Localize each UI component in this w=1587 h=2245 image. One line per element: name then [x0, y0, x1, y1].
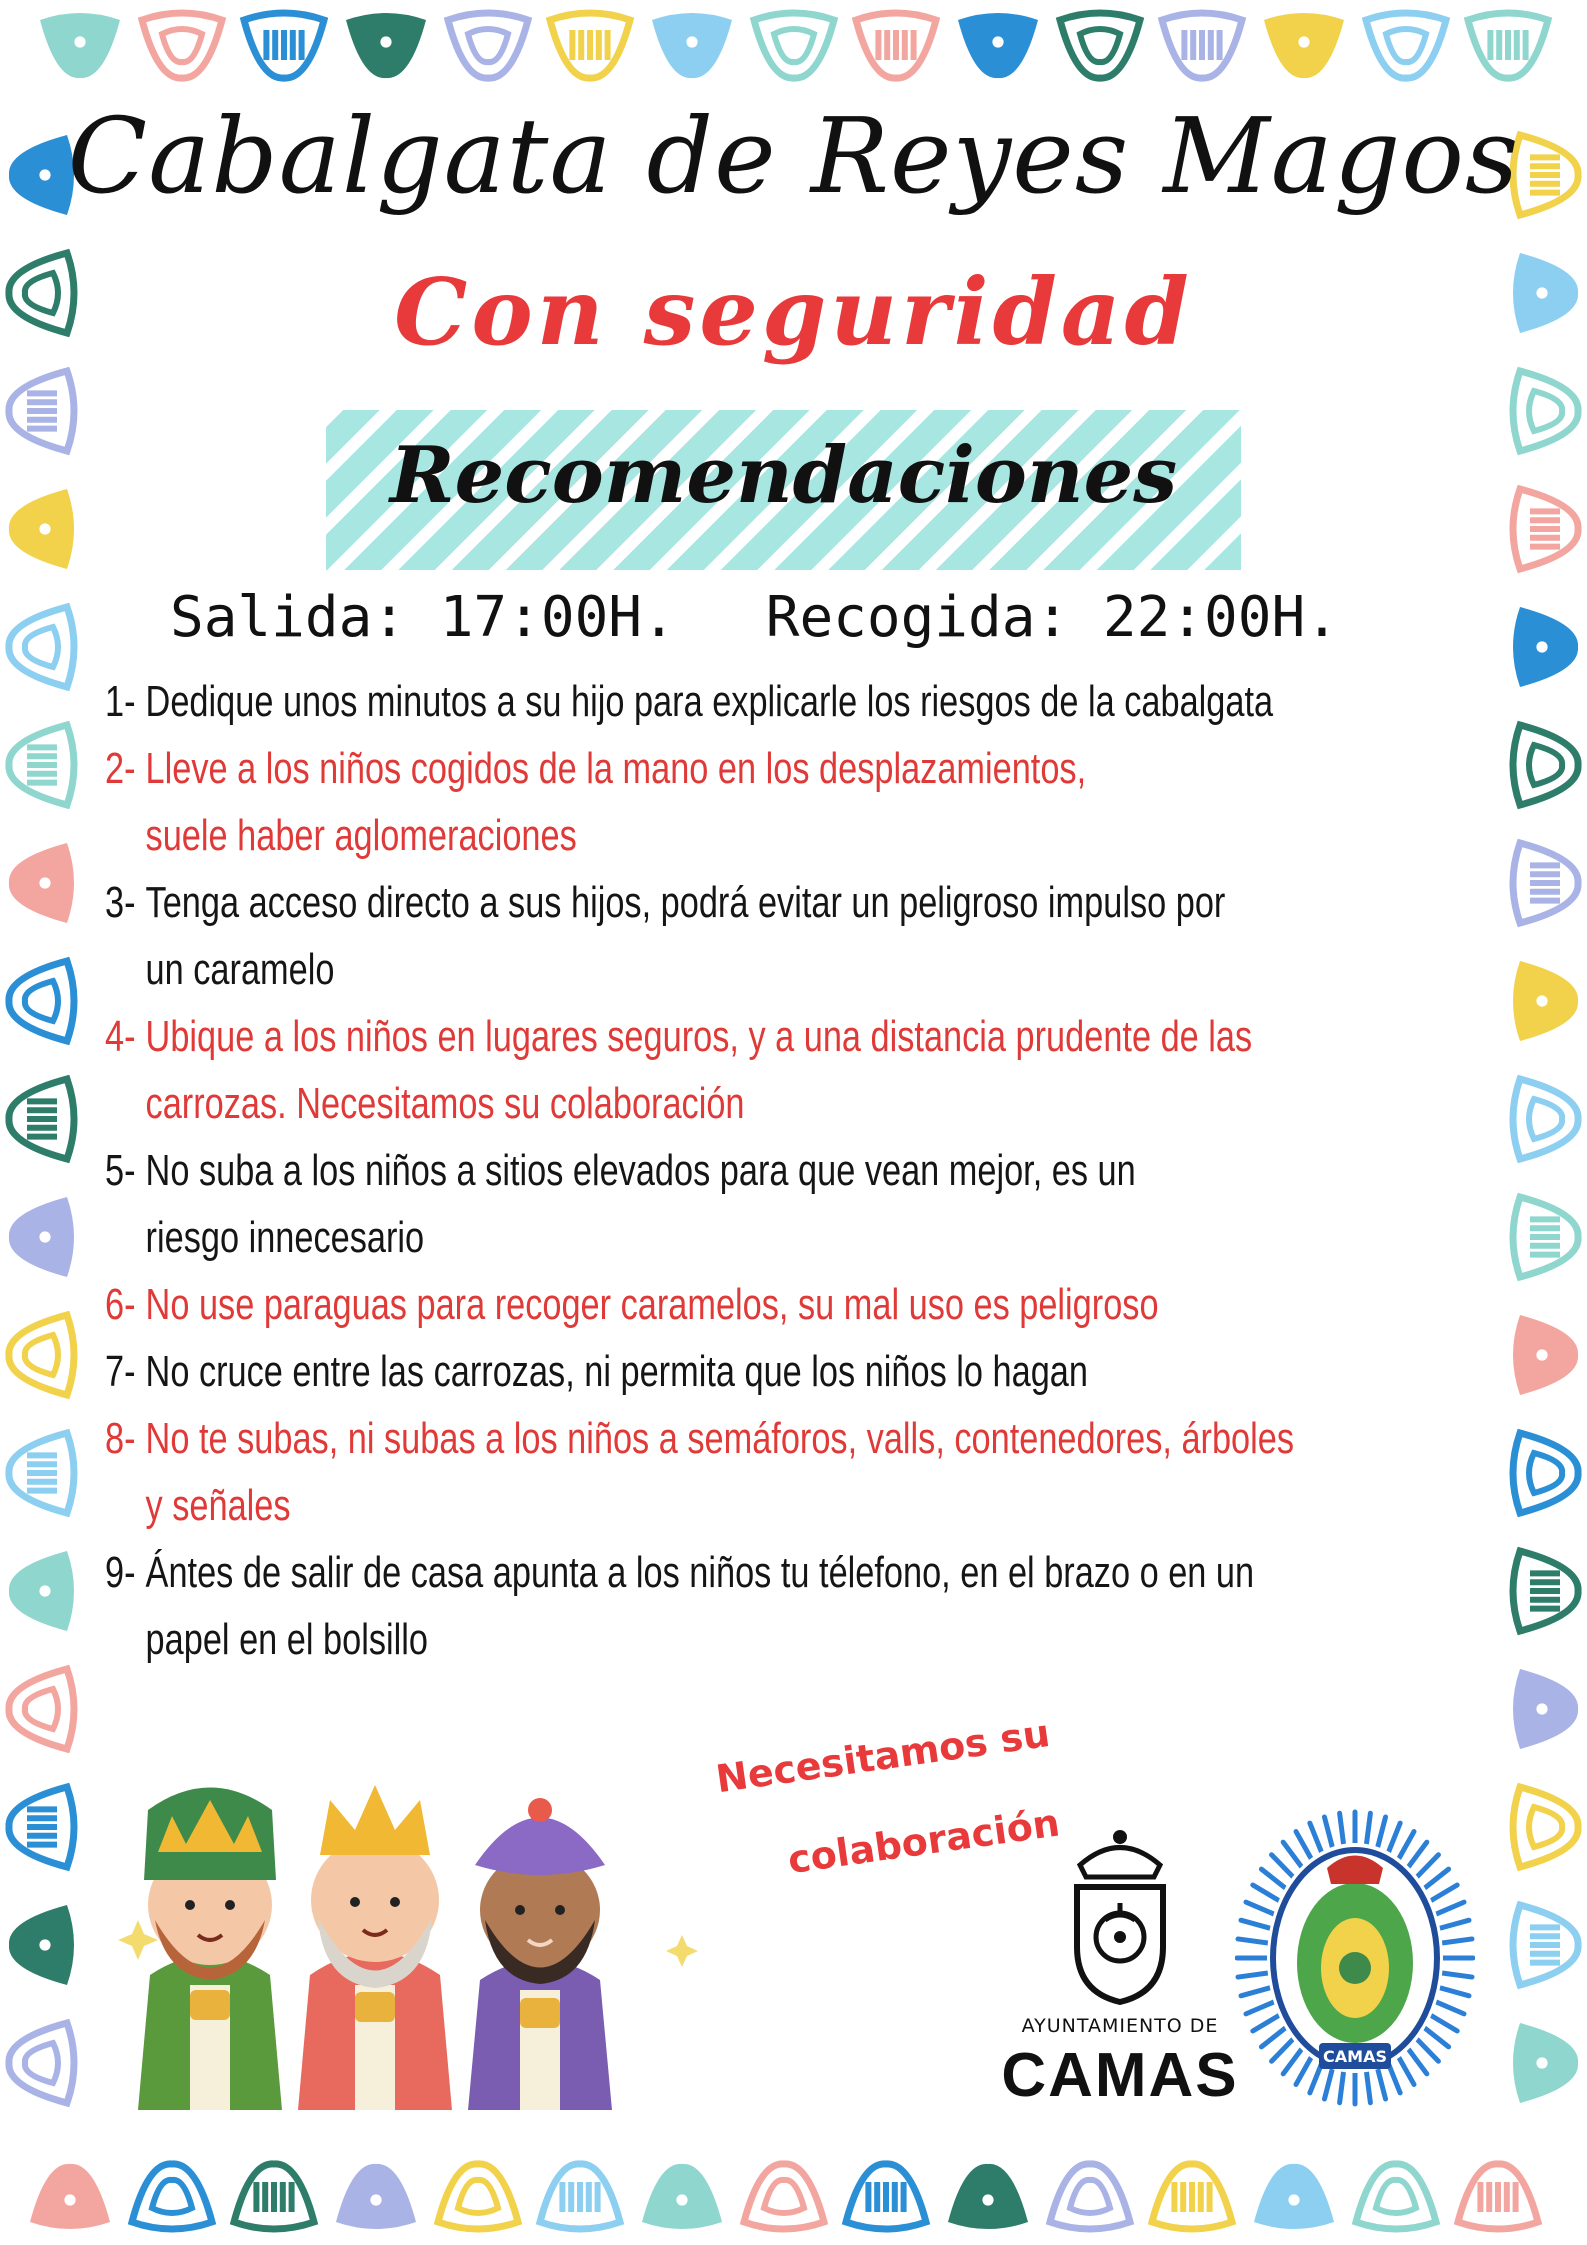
badge-ray: [1437, 1920, 1469, 1929]
schedule-times: [170, 585, 1339, 650]
recommendation-item: [105, 1003, 1504, 1137]
decorative-shape-icon: [1356, 2164, 1436, 2229]
decorative-shape-icon: [1513, 1079, 1578, 1159]
badge-ray: [1238, 1939, 1271, 1943]
collaboration-note-line2: colaboración: [785, 1800, 1063, 1883]
decorative-shape-icon: [9, 843, 74, 923]
decorative-shape-icon: [9, 1197, 74, 1277]
decorative-shape-icon: [9, 1669, 74, 1749]
badge-ray: [1241, 1920, 1273, 1929]
decorative-shape-icon: [550, 13, 630, 78]
badge-ray: [1261, 1869, 1287, 1890]
decorative-shape-icon: [1513, 961, 1578, 1041]
decorative-shape-icon: [1513, 1905, 1578, 1985]
decorative-shape-icon: [234, 2164, 314, 2229]
recommendation-text: No use paraguas para recoger caramelos, su mal uso es peligroso: [145, 1280, 1159, 1329]
decorative-shape-icon: [1060, 13, 1140, 78]
recommendation-item: [105, 1338, 1504, 1405]
decorative-shape-icon: [754, 13, 834, 78]
recommendation-number: 1-: [105, 677, 136, 726]
decorative-shape-icon: [30, 2164, 110, 2229]
decorative-shape-icon: [1513, 725, 1578, 805]
badge-ray: [1272, 2037, 1295, 2061]
collaboration-note-line1: Necesitamos su: [713, 1710, 1053, 1802]
decorative-shape-icon: [142, 13, 222, 78]
recommendation-number: 4-: [105, 1012, 136, 1061]
decorative-shape-icon: [336, 2164, 416, 2229]
recommendation-number: 5-: [105, 1146, 136, 1195]
recommendation-text-continued: un caramelo: [145, 945, 335, 994]
badge-ray: [1253, 1885, 1282, 1902]
badge-ray: [1324, 1817, 1333, 1850]
decorative-shape-icon: [9, 1079, 74, 1159]
decorative-shape-icon: [948, 2164, 1028, 2229]
badge-ray: [1241, 1987, 1273, 1996]
decorative-shape-icon: [1468, 13, 1548, 78]
badge-ray: [1296, 1832, 1313, 1861]
decorative-shape-icon: [1513, 489, 1578, 569]
badge-ray: [1407, 2047, 1427, 2074]
decorative-shape-icon: [1513, 2023, 1578, 2103]
badge-ray: [1377, 2066, 1386, 2099]
decorative-shape-icon: [1050, 2164, 1130, 2229]
badge-ray: [1437, 1987, 1469, 1996]
decorative-shape-icon: [1513, 1197, 1578, 1277]
badge-ray: [1415, 1855, 1438, 1879]
decorative-shape-icon: [1152, 2164, 1232, 2229]
decorative-shape-icon: [9, 1433, 74, 1513]
decorative-shape-icon: [9, 2023, 74, 2103]
decorative-shape-icon: [346, 13, 426, 78]
badge-ray: [1388, 1823, 1401, 1854]
decorative-shape-icon: [1513, 1787, 1578, 1867]
badge-ray: [1283, 2047, 1303, 2074]
decorative-shape-icon: [9, 607, 74, 687]
badge-ray: [1238, 1973, 1271, 1977]
recommendation-text: Tenga acceso directo a sus hijos, podrá evitar un peligroso impulso por: [145, 878, 1226, 927]
decorative-shape-icon: [9, 961, 74, 1041]
decorative-shape-icon: [9, 1905, 74, 1985]
decorative-shape-icon: [448, 13, 528, 78]
poster-title: Cabalgata de Reyes Magos: [67, 95, 1520, 217]
badge-ray: [1434, 1902, 1464, 1915]
recommendation-item: [105, 1539, 1504, 1673]
decorative-shape-icon: [9, 1315, 74, 1395]
recommendation-item: [105, 1405, 1504, 1539]
badge-ray: [1407, 1842, 1427, 1869]
badge-ray: [1439, 1973, 1472, 1977]
badge-ray: [1246, 1902, 1276, 1915]
badge-ray: [1253, 2014, 1282, 2031]
badge-ray: [1283, 1842, 1303, 1869]
recommendation-item: [105, 735, 1504, 869]
decorative-shape-icon: [1366, 13, 1446, 78]
decorative-shape-icon: [744, 2164, 824, 2229]
recommendation-item: [105, 668, 1504, 735]
decorative-shape-icon: [132, 2164, 212, 2229]
decorative-shape-icon: [1513, 607, 1578, 687]
decorative-shape-icon: [1162, 13, 1242, 78]
recommendation-number: 3-: [105, 878, 136, 927]
badge-ray: [1398, 1832, 1415, 1861]
decorative-shape-icon: [9, 371, 74, 451]
recommendation-number: 6-: [105, 1280, 136, 1329]
recommendation-number: 7-: [105, 1347, 136, 1396]
recommendation-text: No suba a los niños a sitios elevados para que vean mejor, es un: [145, 1146, 1136, 1195]
badge-ray: [1366, 1813, 1370, 1847]
recommendation-item: [105, 1271, 1504, 1338]
decorative-shape-icon: [244, 13, 324, 78]
decorative-shape-icon: [1513, 371, 1578, 451]
badge-ray: [1398, 2055, 1415, 2084]
poster-subtitle: Con seguridad: [394, 258, 1193, 366]
decorative-shape-icon: [40, 13, 120, 78]
recommendation-number: 8-: [105, 1414, 136, 1463]
ayuntamiento-label: AYUNTAMIENTO DE: [1021, 2015, 1219, 2037]
decorative-shape-icon: [1254, 2164, 1334, 2229]
badge-ray: [1434, 2001, 1464, 2014]
recommendation-item: [105, 869, 1504, 1003]
badge-ray: [1310, 1823, 1323, 1854]
badge-ray: [1422, 2026, 1448, 2047]
recommendation-text-continued: suele haber aglomeraciones: [145, 811, 577, 860]
decorative-shape-icon: [9, 1787, 74, 1867]
badge-ray: [1429, 1885, 1458, 1902]
badge-ray: [1439, 1939, 1472, 1943]
recommendation-text-continued: y señales: [145, 1481, 291, 1530]
recommendation-text: No te subas, ni subas a los niños a semáforos, valls, contenedores, árboles: [145, 1414, 1295, 1463]
decorative-shape-icon: [438, 2164, 518, 2229]
recommendation-item: [105, 1137, 1504, 1271]
departure-time: Salida: 17:00H.: [170, 585, 676, 650]
recommendation-number: 2-: [105, 744, 136, 793]
recommendation-text: Dedique unos minutos a su hijo para explicarle los riesgos de la cabalgata: [145, 677, 1274, 726]
camas-logo-text: CAMAS: [1001, 2041, 1239, 2110]
decorative-shape-icon: [9, 489, 74, 569]
badge-ray: [1246, 2001, 1276, 2014]
badge-ray: [1272, 1855, 1295, 1879]
badge-ray: [1261, 2026, 1287, 2047]
badge-ray: [1366, 2069, 1370, 2103]
decorative-shape-icon: [9, 725, 74, 805]
decorative-shape-icon: [1513, 1551, 1578, 1631]
decorative-shape-icon: [540, 2164, 620, 2229]
recommendation-text-continued: papel en el bolsillo: [145, 1615, 428, 1664]
decorative-shape-icon: [1513, 1315, 1578, 1395]
decorative-shape-icon: [958, 13, 1038, 78]
badge-ray: [1422, 1869, 1448, 1890]
decorative-shape-icon: [1458, 2164, 1538, 2229]
three-kings-illustration: [110, 1770, 710, 2110]
decorative-shape-icon: [1264, 13, 1344, 78]
badge-ray: [1340, 1813, 1344, 1847]
decorative-shape-icon: [1513, 1433, 1578, 1513]
recommendation-text: No cruce entre las carrozas, ni permita que los niños lo hagan: [145, 1347, 1088, 1396]
decorative-shape-icon: [642, 2164, 722, 2229]
decorative-shape-icon: [9, 1551, 74, 1631]
police-badge-label: CAMAS: [1323, 2047, 1387, 2066]
recommendations-heading: Recomendaciones: [389, 430, 1178, 521]
recommendation-text: Ubique a los niños en lugares seguros, y a una distancia prudente de las: [145, 1012, 1253, 1061]
police-badge-icon: [1235, 1808, 1475, 2108]
badge-ray: [1377, 1817, 1386, 1850]
recommendation-text: Ántes de salir de casa apunta a los niños tu télefono, en el brazo o en un: [145, 1548, 1255, 1597]
recommendations-list: [105, 668, 1505, 1673]
recommendation-text: Lleve a los niños cogidos de la mano en los desplazamientos,: [145, 744, 1087, 793]
decorative-shape-icon: [846, 2164, 926, 2229]
recommendation-text-continued: riesgo innecesario: [145, 1213, 425, 1262]
decorative-shape-icon: [856, 13, 936, 78]
pickup-time: Recogida: 22:00H.: [765, 585, 1339, 650]
decorative-shape-icon: [652, 13, 732, 78]
badge-ray: [1340, 2069, 1344, 2103]
recommendation-text-continued: carrozas. Necesitamos su colaboración: [145, 1079, 745, 1128]
decorative-shape-icon: [1513, 1669, 1578, 1749]
badge-ray: [1296, 2055, 1313, 2084]
badge-ray: [1324, 2066, 1333, 2099]
decorative-shape-icon: [1513, 843, 1578, 923]
badge-ray: [1415, 2037, 1438, 2061]
recommendation-number: 9-: [105, 1548, 136, 1597]
badge-ray: [1429, 2014, 1458, 2031]
camas-coat-of-arms-icon: [1065, 1825, 1175, 2005]
